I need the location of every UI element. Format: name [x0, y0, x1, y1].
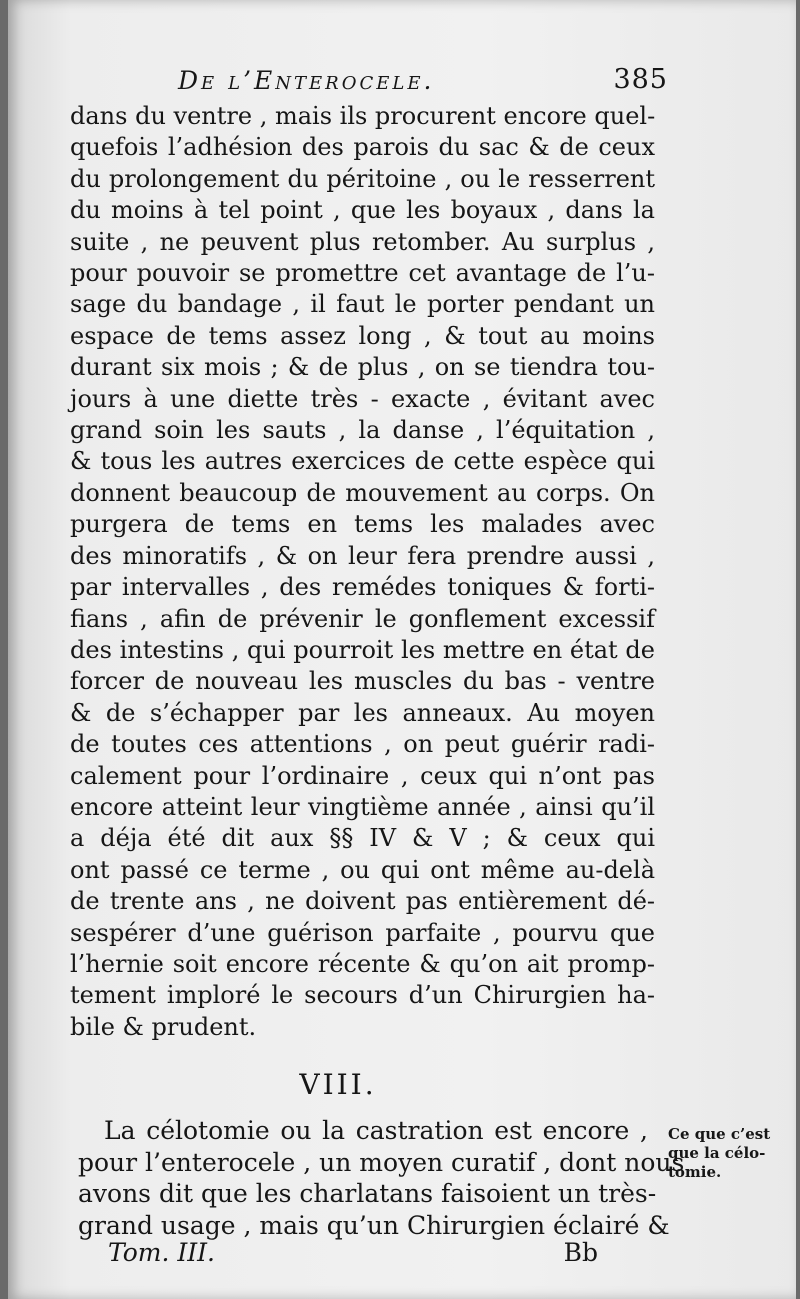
text-line: fians , afin de prévenir le gonflement excessif — [70, 604, 655, 633]
text-line: encore atteint leur vingtième année , ainsi qu’il — [70, 792, 655, 821]
text-line: La célotomie ou la castration est encore , — [104, 1116, 648, 1145]
text-line: par intervalles , des remédes toniques & forti- — [70, 573, 655, 602]
text-line: du prolongement du péritoine , ou le resserrent — [70, 164, 655, 193]
text-line: avons dit que les charlatans faisoient un très- — [78, 1179, 657, 1208]
text-line: dans du ventre , mais ils procurent encore quel- — [70, 102, 656, 130]
text-line: durant six mois ; & de plus , on se tiendra tou- — [70, 353, 655, 382]
text-line: ont passé ce terme , ou qui ont même au-delà — [70, 855, 655, 884]
margin-note-line: tomie. — [668, 1163, 722, 1181]
text-line: sage du bandage , il faut le porter pendant un — [70, 290, 655, 319]
text-line: sespérer d’une guérison parfaite , pourvu que — [70, 918, 655, 947]
text-line: du moins à tel point , que les boyaux , dans la — [70, 196, 655, 225]
text-line: a déja été dit aux §§ IV & V ; & ceux qui — [70, 824, 655, 853]
text-line: calement pour l’ordinaire , ceux qui n’ont pas — [70, 761, 655, 790]
text-line: & tous les autres exercices de cette espèce qui — [70, 447, 655, 476]
text-line: purgera de tems en tems les malades avec — [70, 510, 655, 539]
signature-mark: Bb — [563, 1238, 598, 1267]
book-page — [8, 0, 796, 1299]
text-line: tement imploré le secours d’un Chirurgien ha- — [70, 981, 655, 1010]
text-line: bile & prudent. — [70, 1012, 257, 1041]
section-number: VIII. — [299, 1068, 377, 1101]
text-line: de trente ans , ne doivent pas entièrement dé- — [70, 887, 655, 916]
text-line: grand soin les sauts , la danse , l’équitation , — [70, 416, 655, 445]
text-line: des minoratifs , & on leur fera prendre aussi , — [70, 541, 655, 570]
text-line: pour l’enterocele , un moyen curatif , dont nous — [78, 1147, 685, 1177]
text-line: de toutes ces attentions , on peut guérir radi- — [70, 730, 655, 759]
text-line: suite , ne peuvent plus retomber. Au surplus , — [70, 227, 655, 256]
text-line: quefois l’adhésion des parois du sac & de ceux — [70, 133, 655, 162]
margin-note-line: Ce que c’est — [668, 1125, 771, 1143]
text-line: & de s’échapper par les anneaux. Au moyen — [70, 698, 655, 727]
main-text — [70, 101, 655, 1043]
text-line: des intestins , qui pourroit les mettre en état de — [70, 635, 655, 664]
margin-note — [668, 1125, 786, 1182]
text-line: pour pouvoir se promettre cet avantage de l’u- — [70, 259, 655, 288]
margin-note-line: que la célo- — [668, 1144, 766, 1162]
section-text — [78, 1115, 685, 1241]
running-title: De l’Enterocele. — [178, 66, 435, 95]
text-line: donnent beaucoup de mouvement au corps. On — [70, 478, 655, 507]
text-line: espace de tems assez long , & tout au moins — [70, 321, 655, 350]
text-line: forcer de nouveau les muscles du bas - ventre — [70, 667, 655, 696]
text-line: grand usage , mais qu’un Chirurgien éclairé & — [78, 1210, 670, 1240]
volume-label: Tom. III. — [108, 1238, 215, 1267]
text-line: jours à une diette très - exacte , évitant avec — [70, 384, 655, 413]
text-line: l’hernie soit encore récente & qu’on ait promp- — [70, 949, 655, 978]
page-number: 385 — [613, 64, 668, 95]
